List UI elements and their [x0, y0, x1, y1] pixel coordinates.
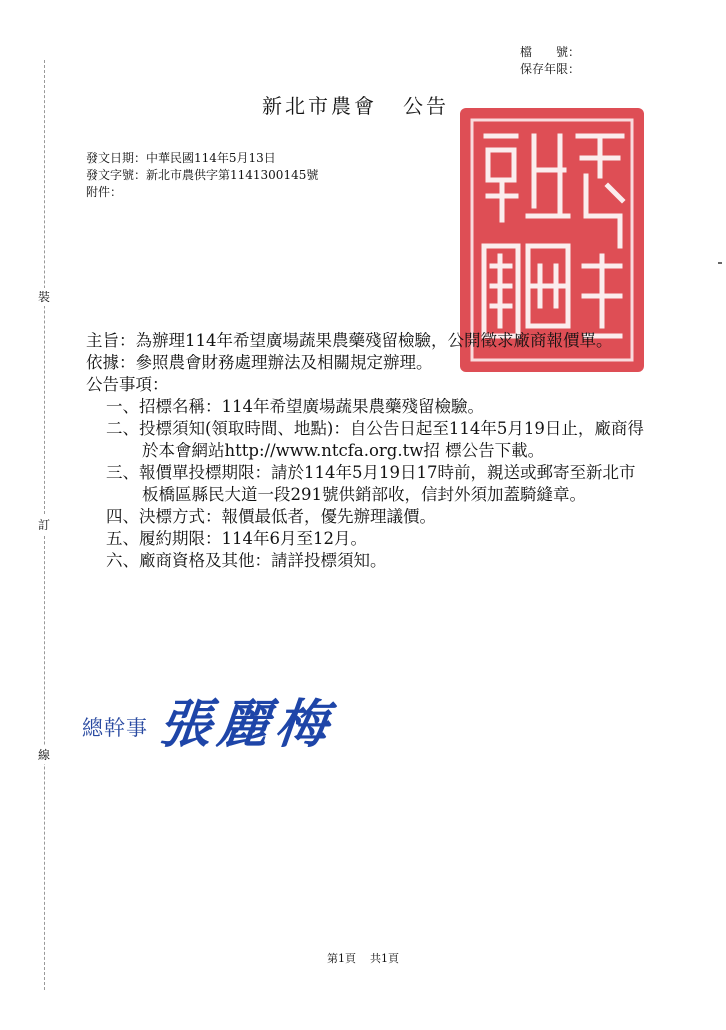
page-title [262, 90, 449, 119]
subject-section [86, 330, 646, 572]
edge-mark [718, 262, 722, 264]
page-number: 第1頁 [327, 952, 356, 965]
items-heading: 公告事項： [86, 375, 169, 394]
file-number-label: 檔 號： [520, 45, 581, 59]
announcement-item: 三、報價單投標期限：請於114年5月19日17時前，親送或郵寄至新北市板橋區縣民大道一段291號供銷部收，信封外須加蓋騎縫章。 [106, 463, 636, 504]
page-total: 共1頁 [370, 952, 399, 965]
attachment: 附件： [86, 185, 123, 199]
doc-type: 公告 [403, 94, 449, 118]
announcement-item: 五、履約期限：114年6月至12月。 [106, 529, 367, 548]
announcement-item: 六、廠商資格及其他：請詳投標須知。 [106, 551, 387, 570]
page-footer [0, 950, 726, 966]
subject: 主旨：為辦理114年希望廣場蔬果農藥殘留檢驗，公開徵求廠商報價單。 [86, 331, 613, 350]
doc-number: 發文字號：新北市農供字第1141300145號 [86, 168, 319, 182]
binding-mark-zhuang: 裝 [38, 290, 51, 304]
file-info [520, 44, 580, 78]
basis: 依據：參照農會財務處理辦法及相關規定辦理。 [86, 353, 433, 372]
binding-mark-xian: 線 [38, 748, 51, 762]
announcement-item: 四、決標方式：報價最低者，優先辦理議價。 [106, 507, 436, 526]
signature-title: 總幹事 [82, 716, 148, 740]
issue-date: 發文日期：中華民國114年5月13日 [86, 151, 276, 165]
retention-label: 保存年限： [520, 62, 581, 76]
signature-name: 張麗梅 [156, 694, 337, 755]
binding-mark-ding: 訂 [38, 518, 51, 532]
announcement-item: 二、投標須知(領取時間、地點)：自公告日起至114年5月19日止，廠商得於本會網站http://www.ntcfa.org.tw招 標公告下載。 [106, 419, 644, 460]
doc-meta [86, 150, 318, 201]
announcement-item: 一、招標名稱：114年希望廣場蔬果農藥殘留檢驗。 [106, 397, 484, 416]
org-name: 新北市農會 [262, 94, 377, 118]
